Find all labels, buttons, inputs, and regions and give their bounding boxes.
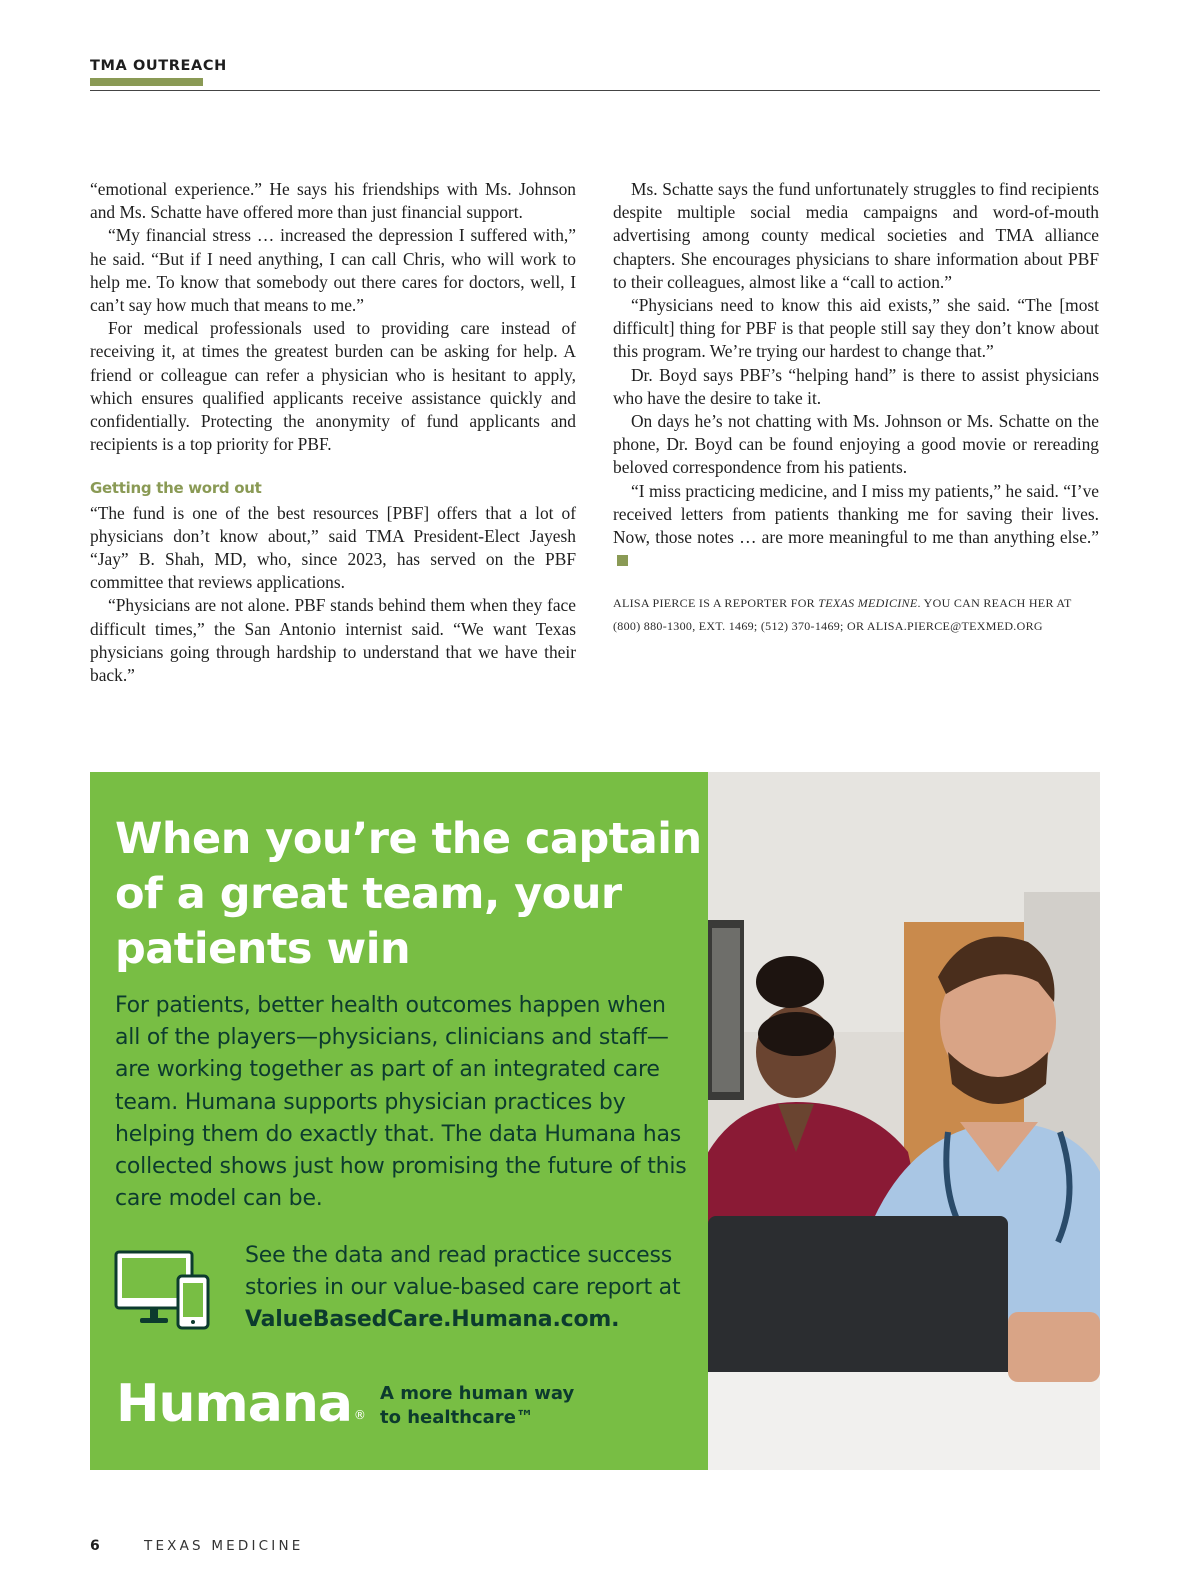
author-byline bbox=[613, 592, 1099, 638]
paragraph: Dr. Boyd says PBF’s “helping hand” is there to assist physicians who have the desire to take it. bbox=[613, 364, 1099, 408]
paragraph: “Physicians need to know this aid exists,” she said. “The [most difficult] thing for PBF is that people still say they don’t know about this program. We’re trying our hardest to change that.” bbox=[613, 295, 1099, 362]
humana-logo bbox=[116, 1372, 365, 1447]
section-label: TMA OUTREACH bbox=[90, 58, 227, 74]
paragraph: “The fund is one of the best resources [PBF] offers that a lot of physicians don’t know about,” said TMA President-Elect Jayesh “Jay” B. Shah, MD, who, since 2023, has served on the PBF committee that reviews applications. bbox=[90, 502, 576, 593]
byline-text: ALISA PIERCE IS A REPORTER FOR bbox=[613, 596, 819, 611]
byline-publication: TEXAS MEDICINE bbox=[818, 596, 918, 611]
paragraph: “emotional experience.” He says his friendships with Ms. Johnson and Ms. Schatte have offered more than just financial support. bbox=[90, 179, 576, 223]
section-accent-bar bbox=[90, 78, 203, 86]
paragraph: “Physicians are not alone. PBF stands behind them when they face difficult times,” the San Antonio internist said. “We want Texas physicians going through hardship to understand that we have their back.” bbox=[90, 595, 576, 686]
registered-mark: ® bbox=[353, 1408, 365, 1422]
devices-icon bbox=[114, 1250, 212, 1332]
paragraph: Ms. Schatte says the fund unfortunately struggles to find recipients despite multiple social media campaigns and word-of-mouth advertising among county medical societies and TMA alliance chapters. She encourages physicians to share information about PBF to their colleagues, almost like a “call to action.” bbox=[613, 179, 1099, 292]
logo-wordmark: Humana bbox=[116, 1374, 352, 1434]
doctor-and-nurse-photo bbox=[708, 772, 1100, 1470]
paragraph-final bbox=[613, 480, 1099, 573]
paragraph: “My financial stress … increased the depression I suffered with,” he said. “But if I need anything, I can call Chris, who will work to help me. To know that somebody out there cares for doctors, well, I can’t say how much that means to me.” bbox=[90, 225, 576, 316]
humana-advertisement bbox=[90, 772, 1100, 1470]
paragraph-text: “I miss practicing medicine, and I miss my patients,” he said. “I’ve received letters from patients thanking me for saving their lives. Now, those notes … are more meaningful to me than anything else.” bbox=[613, 480, 1099, 548]
paragraph: For medical professionals used to providing care instead of receiving it, at times the greatest burden can be asking for help. A friend or colleague can refer a physician who is hesitant to apply, which ensures qualified applicants receive assistance quickly and confidentially. Protecting the anonymity of fund applicants and recipients is a top priority for PBF. bbox=[90, 318, 576, 455]
ad-body: For patients, better health outcomes happen when all of the players—physicians, clinicians and staff—are working together as part of an integrated care team. Humana supports physician practices by helping them do exactly that. The data Humana has collected shows just how promising the future of this care model can be. bbox=[115, 993, 687, 1212]
ad-headline: When you’re the captain of a great team, your patients win bbox=[115, 814, 702, 974]
article-column-left bbox=[90, 178, 576, 687]
article-column-right bbox=[613, 178, 1099, 638]
subheading: Getting the word out bbox=[90, 479, 262, 498]
publication-name: TEXAS MEDICINE bbox=[144, 1538, 304, 1554]
ad-tagline: A more human way to healthcare™ bbox=[380, 1383, 575, 1428]
paragraph: On days he’s not chatting with Ms. Johnson or Ms. Schatte on the phone, Dr. Boyd can be found enjoying a good movie or rereading beloved correspondence from his patients. bbox=[613, 411, 1099, 478]
byline-contact: . YOU CAN REACH HER AT (800) 880-1300, EXT. 1469; (512) 370-1469; OR ALISA.PIERCE@TEXMED.ORG bbox=[613, 596, 1072, 634]
cta-text: See the data and read practice success stories in our value-based care report at bbox=[245, 1243, 681, 1301]
header-rule bbox=[90, 90, 1100, 91]
page-number: 6 bbox=[90, 1538, 100, 1554]
end-mark-icon bbox=[617, 555, 628, 566]
cta-url[interactable]: ValueBasedCare.Humana.com. bbox=[245, 1307, 620, 1333]
ad-call-to-action bbox=[245, 1240, 685, 1337]
